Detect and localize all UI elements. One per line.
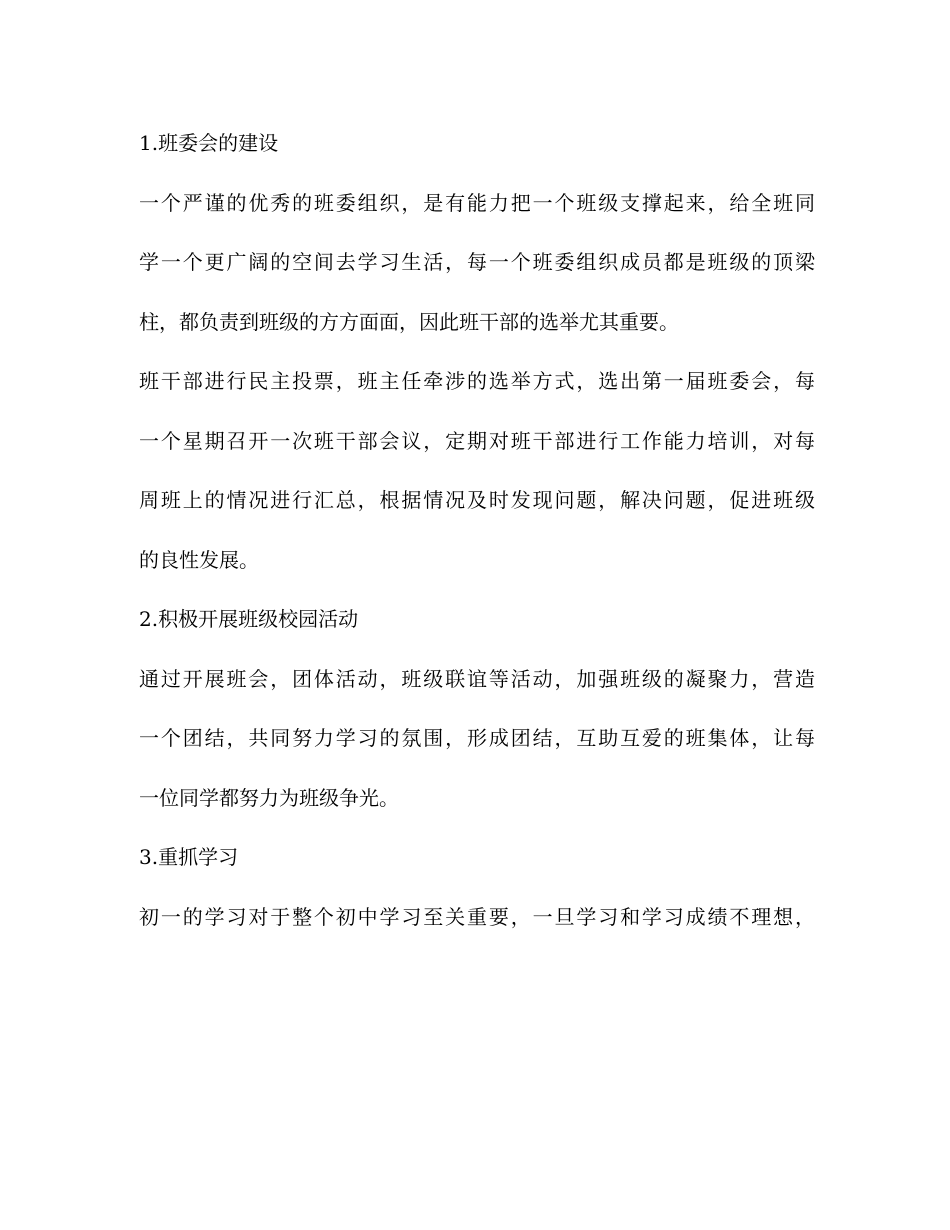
paragraph-line: 初一的学习对于整个初中学习至关重要，一旦学习和学习成绩不理想，	[139, 904, 815, 929]
paragraph-line: 学一个更广阔的空间去学习生活，每一个班委组织成员都是班级的顶梁	[139, 250, 815, 274]
paragraph-line: 一个星期召开一次班干部会议，定期对班干部进行工作能力培训，对每	[139, 428, 815, 453]
paragraph-line: 班干部进行民主投票，班主任牵涉的选举方式，选出第一届班委会，每	[139, 369, 815, 393]
heading-class-committee: 1.班委会的建设	[139, 131, 279, 155]
paragraph-line: 通过开展班会，团体活动，班级联谊等活动，加强班级的凝聚力，营造	[139, 666, 815, 691]
paragraph-line: 一个团结，共同努力学习的氛围，形成团结，互助互爱的班集体，让每	[139, 726, 815, 750]
paragraph-line: 一位同学都努力为班级争光。	[139, 785, 399, 810]
heading-focus-on-study: 3.重抓学习	[139, 845, 239, 869]
paragraph-line: 柱，都负责到班级的方方面面，因此班干部的选举尤其重要。	[139, 309, 679, 334]
document-body	[139, 121, 815, 954]
paragraph-line: 周班上的情况进行汇总，根据情况及时发现问题，解决问题，促进班级	[139, 488, 815, 512]
heading-campus-activities: 2.积极开展班级校园活动	[139, 607, 359, 631]
paragraph-line: 的良性发展。	[139, 547, 259, 572]
paragraph-line: 一个严谨的优秀的班委组织，是有能力把一个班级支撑起来，给全班同	[139, 190, 815, 215]
